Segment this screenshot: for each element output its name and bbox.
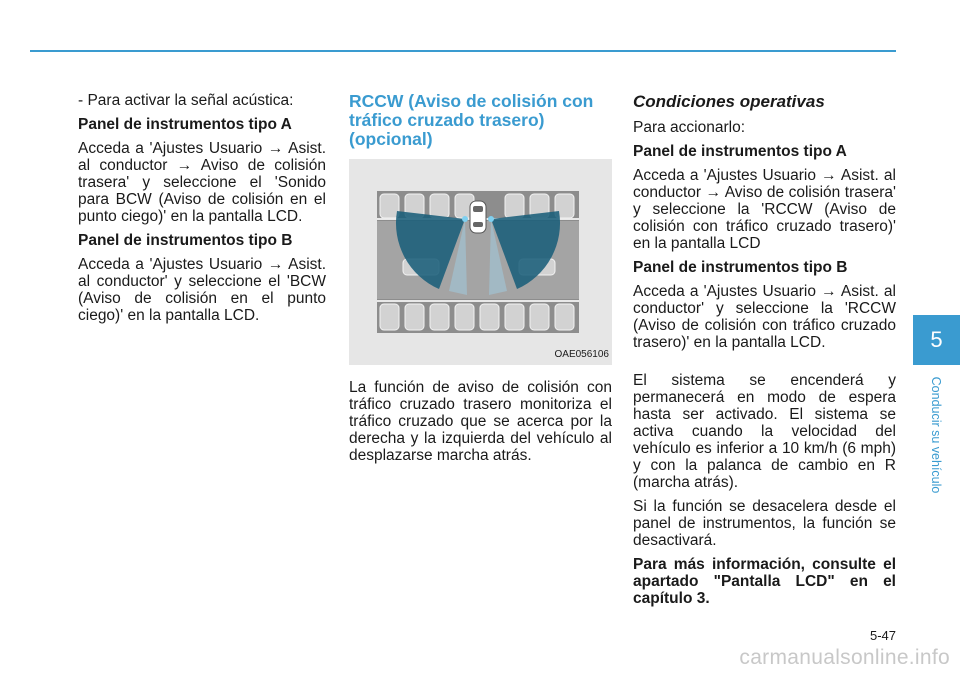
middle-column [349, 92, 612, 471]
deactivation-note: Si la función se desacelera desde el panel de instrumentos, la función se desactivará. [633, 498, 896, 549]
conditions-title: Condiciones operativas [633, 92, 825, 111]
right-column [633, 92, 896, 614]
activation-intro: Para accionarlo: [633, 119, 746, 136]
panel-b-instructions: Acceda a 'Ajustes Usuario → Asist. al conductor' y seleccione el 'BCW (Aviso de colisión en el punto ciego)' en la pantalla LCD. [78, 256, 326, 324]
panel-b-heading: Panel de instrumentos tipo B [78, 232, 293, 249]
figure-code: OAE056106 [554, 349, 609, 360]
top-rule [30, 50, 896, 52]
standby-description: El sistema se encenderá y permanecerá en modo de espera hasta ser activado. El sistema se activa cuando la velocidad del vehículo es inferior a 10 km/h (6 mph) y con la palanca de cambio en R (marcha atrás). [633, 372, 896, 491]
rccw-description: La función de aviso de colisión con tráfico cruzado trasero monitoriza el tráfico cruzado que se acerca por la derecha y la izquierda del vehículo al desplazarse marcha atrás. [349, 379, 612, 464]
rccw-illustration [349, 159, 612, 365]
watermark: carmanualsonline.info [739, 646, 950, 669]
panel-a-heading: Panel de instrumentos tipo A [633, 143, 847, 160]
page-number: 5-47 [869, 628, 896, 643]
panel-a-instructions: Acceda a 'Ajustes Usuario → Asist. al conductor → Aviso de colisión trasera' y seleccione el 'Sonido para BCW (Aviso de colisión en el punto ciego)' en la pantalla LCD. [78, 140, 326, 225]
panel-b-instructions: Acceda a 'Ajustes Usuario → Asist. al conductor' y seleccione la 'RCCW (Aviso de colisión con tráfico cruzado trasero)' en la pantalla LCD. [633, 283, 896, 351]
paragraph-spacer [633, 358, 896, 372]
left-column [78, 92, 326, 331]
acoustic-intro: - Para activar la señal acústica: [78, 92, 294, 109]
chapter-label: Conducir su vehículo [929, 376, 943, 494]
section-title: RCCW (Aviso de colisión con tráfico cruzado trasero) (opcional) [349, 91, 594, 149]
more-info-note: Para más información, consulte el apartado "Pantalla LCD" en el capítulo 3. [633, 556, 896, 607]
panel-b-heading: Panel de instrumentos tipo B [633, 259, 848, 276]
parking-lot-diagram [377, 191, 579, 333]
chapter-tab: 5 [913, 315, 960, 365]
panel-a-heading: Panel de instrumentos tipo A [78, 116, 292, 133]
panel-a-instructions: Acceda a 'Ajustes Usuario → Asist. al conductor → Aviso de colisión trasera' y seleccione la 'RCCW (Aviso de colisión con tráfico cruzado trasero)' en la pantalla LCD [633, 167, 896, 252]
